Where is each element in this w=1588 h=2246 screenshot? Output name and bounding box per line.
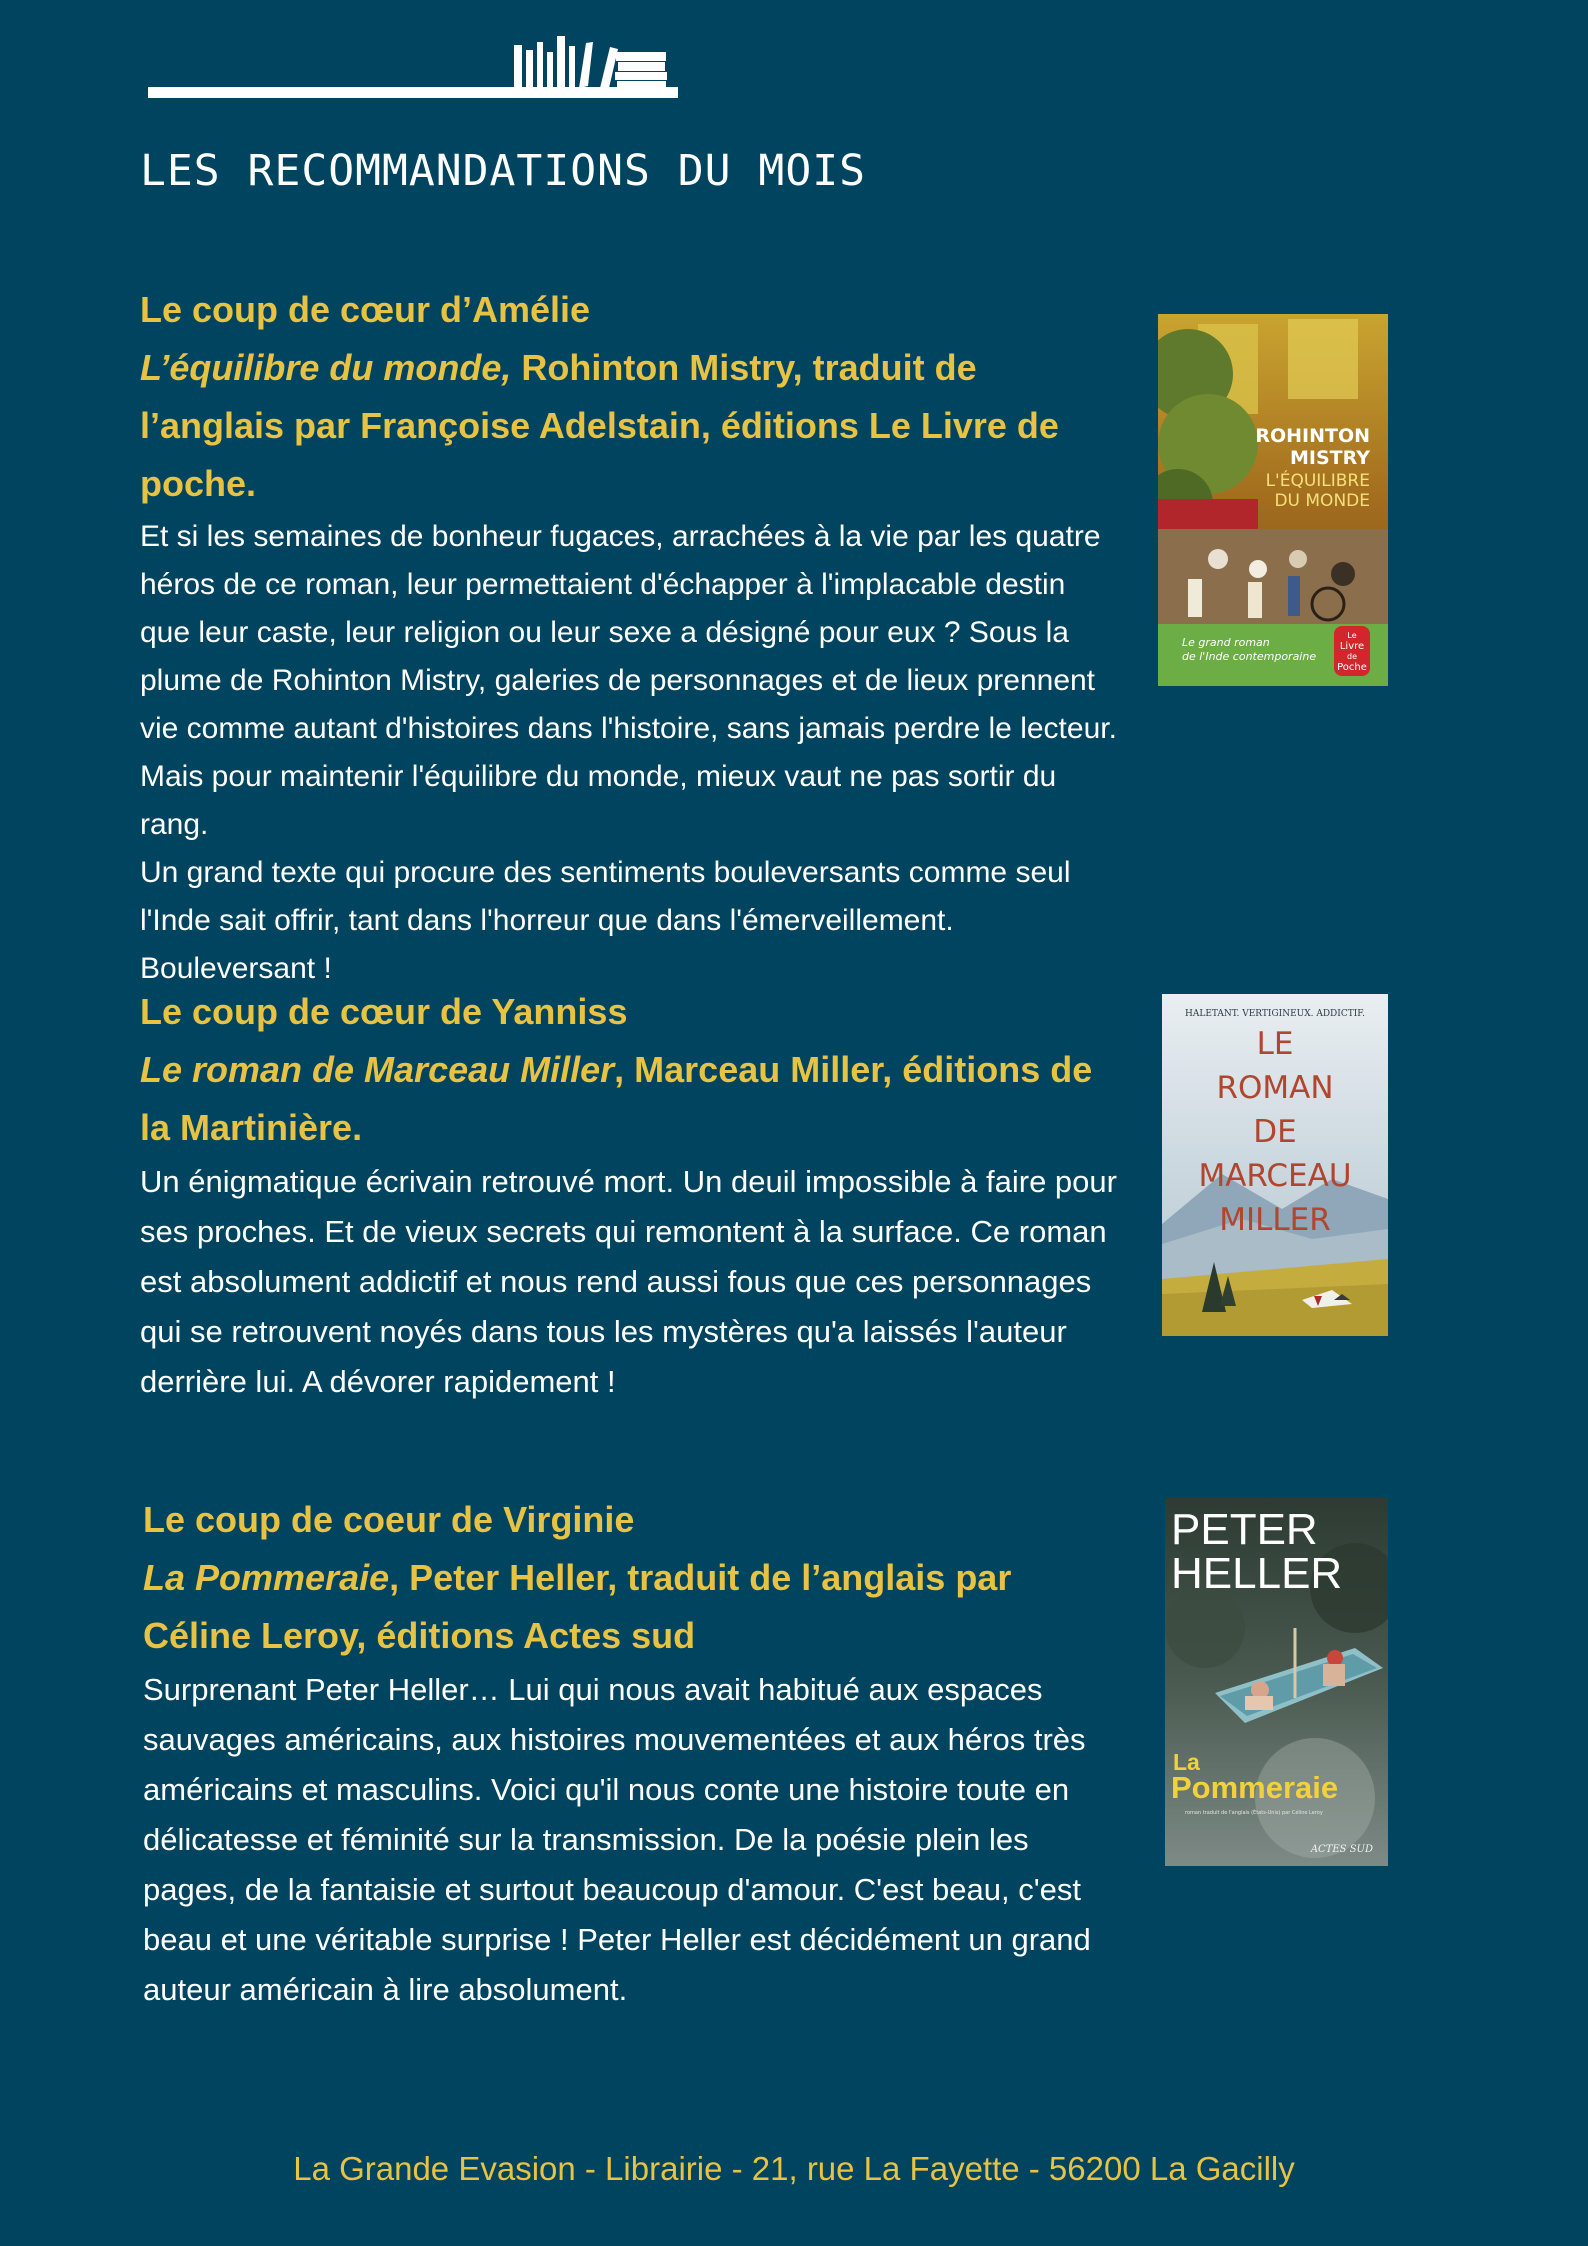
book-cover-roman-de-marceau-miller xyxy=(1162,994,1388,1336)
cover-author-line: HELLER xyxy=(1171,1549,1343,1598)
cover-publisher: ACTES SUD xyxy=(1310,1844,1373,1855)
recommendation-virginie xyxy=(143,1491,1123,2015)
recommendation-amelie xyxy=(140,281,1120,993)
cover-title-line: DE xyxy=(1253,1114,1297,1150)
cover-badge-text: de xyxy=(1347,652,1357,661)
book-cover-la-pommeraie xyxy=(1165,1498,1388,1866)
recommendation-text xyxy=(140,513,1120,993)
book-details: , Peter Heller, traduit de l’anglais par Céline Leroy, éditions Actes sud xyxy=(143,1557,1012,1656)
cover-tagline: HALETANT. VERTIGINEUX. ADDICTIF. xyxy=(1185,1009,1365,1019)
cover-tagline: Le grand roman xyxy=(1182,636,1270,649)
paragraph: Surprenant Peter Heller… Lui qui nous avait habitué aux espaces sauvages américains, aux histoires mouvementées et aux héros très américains et masculins. Voici qu'il nous conte une histoire toute en délicatesse et féminité sur la transmission. De la poésie plein les pages, de la fantaisie et surtout beaucoup d'amour. C'est beau, c'est beau et une véritable surprise ! Peter Heller est décidément un grand auteur américain à lire absolument. xyxy=(143,1672,1091,2007)
recommendation-yanniss xyxy=(140,983,1120,1407)
book-title: La Pommeraie xyxy=(143,1557,390,1598)
cover-title-line: MILLER xyxy=(1219,1202,1331,1238)
recommender-line: Le coup de coeur de Virginie xyxy=(143,1499,635,1540)
paragraph: Et si les semaines de bonheur fugaces, arrachées à la vie par les quatre héros de ce roman, leur permettaient d'échapper à l'implacable destin que leur caste, leur religion ou leur sexe a désigné pour eux ? Sous la plume de Rohinton Mistry, galeries de personnages et de lieux prennent vie comme autant d'histoires dans l'histoire, sans jamais perdre le lecteur. Mais pour maintenir l'équilibre du monde, mieux vaut ne pas sortir du rang. xyxy=(140,520,1117,841)
paragraph: Un grand texte qui procure des sentiments bouleversants comme seul l'Inde sait offrir, tant dans l'horreur que dans l'émerveillement. Bouleversant ! xyxy=(140,856,1071,985)
cover-badge-text: Livre xyxy=(1339,641,1365,652)
book-cover-equilibre-du-monde xyxy=(1158,314,1388,686)
recommendation-heading xyxy=(140,983,1120,1157)
footer-address: La Grande Evasion - Librairie - 21, rue La Fayette - 56200 La Gacilly xyxy=(293,2150,1295,2187)
recommendation-text xyxy=(140,1157,1120,1407)
recommender-line: Le coup de cœur d’Amélie xyxy=(140,289,591,330)
paragraph: Un énigmatique écrivain retrouvé mort. Un deuil impossible à faire pour ses proches. Et de vieux secrets qui remontent à la surface. Ce roman est absolument addictif et nous rend aussi fous que ces personnages qui se retrouvent noyés dans tous les mystères qu'a laissés l'auteur derrière lui. A dévorer rapidement ! xyxy=(140,1164,1117,1399)
cover-author-line: PETER xyxy=(1171,1505,1318,1554)
recommender-line: Le coup de cœur de Yanniss xyxy=(140,991,628,1032)
cover-title-line: Pommeraie xyxy=(1171,1770,1339,1805)
cover-title-line: LE xyxy=(1256,1026,1294,1062)
book-title: L’équilibre du monde, xyxy=(140,347,512,388)
page-title: LES RECOMMANDATIONS DU MOIS xyxy=(140,146,866,196)
book-details: , Marceau Miller, éditions de la Martinière. xyxy=(140,1049,1093,1148)
recommendation-text xyxy=(143,1665,1123,2015)
cover-title-line: MARCEAU xyxy=(1198,1158,1352,1194)
recommendation-heading xyxy=(143,1491,1123,1665)
book-title: Le roman de Marceau Miller xyxy=(140,1049,615,1090)
book-details: Rohinton Mistry, traduit de l’anglais par Françoise Adelstain, éditions Le Livre de poche. xyxy=(140,347,1059,504)
cover-title-line: L'ÉQUILIBRE xyxy=(1265,471,1370,491)
cover-title-line: DU MONDE xyxy=(1274,491,1370,511)
cover-badge-text: Poche xyxy=(1337,662,1367,673)
bookshelf-logo-icon xyxy=(148,28,678,98)
cover-title-line: La xyxy=(1173,1749,1200,1775)
recommendation-heading xyxy=(140,281,1120,513)
cover-subtitle: roman traduit de l'anglais (États-Unis) par Céline Leroy xyxy=(1185,1810,1323,1816)
cover-badge-text: Le xyxy=(1347,631,1357,640)
cover-title-line: ROMAN xyxy=(1216,1070,1334,1106)
cover-tagline: de l'Inde contemporaine xyxy=(1182,650,1317,663)
cover-author-line: ROHINTON xyxy=(1255,425,1370,447)
cover-author-line: MISTRY xyxy=(1290,447,1370,469)
